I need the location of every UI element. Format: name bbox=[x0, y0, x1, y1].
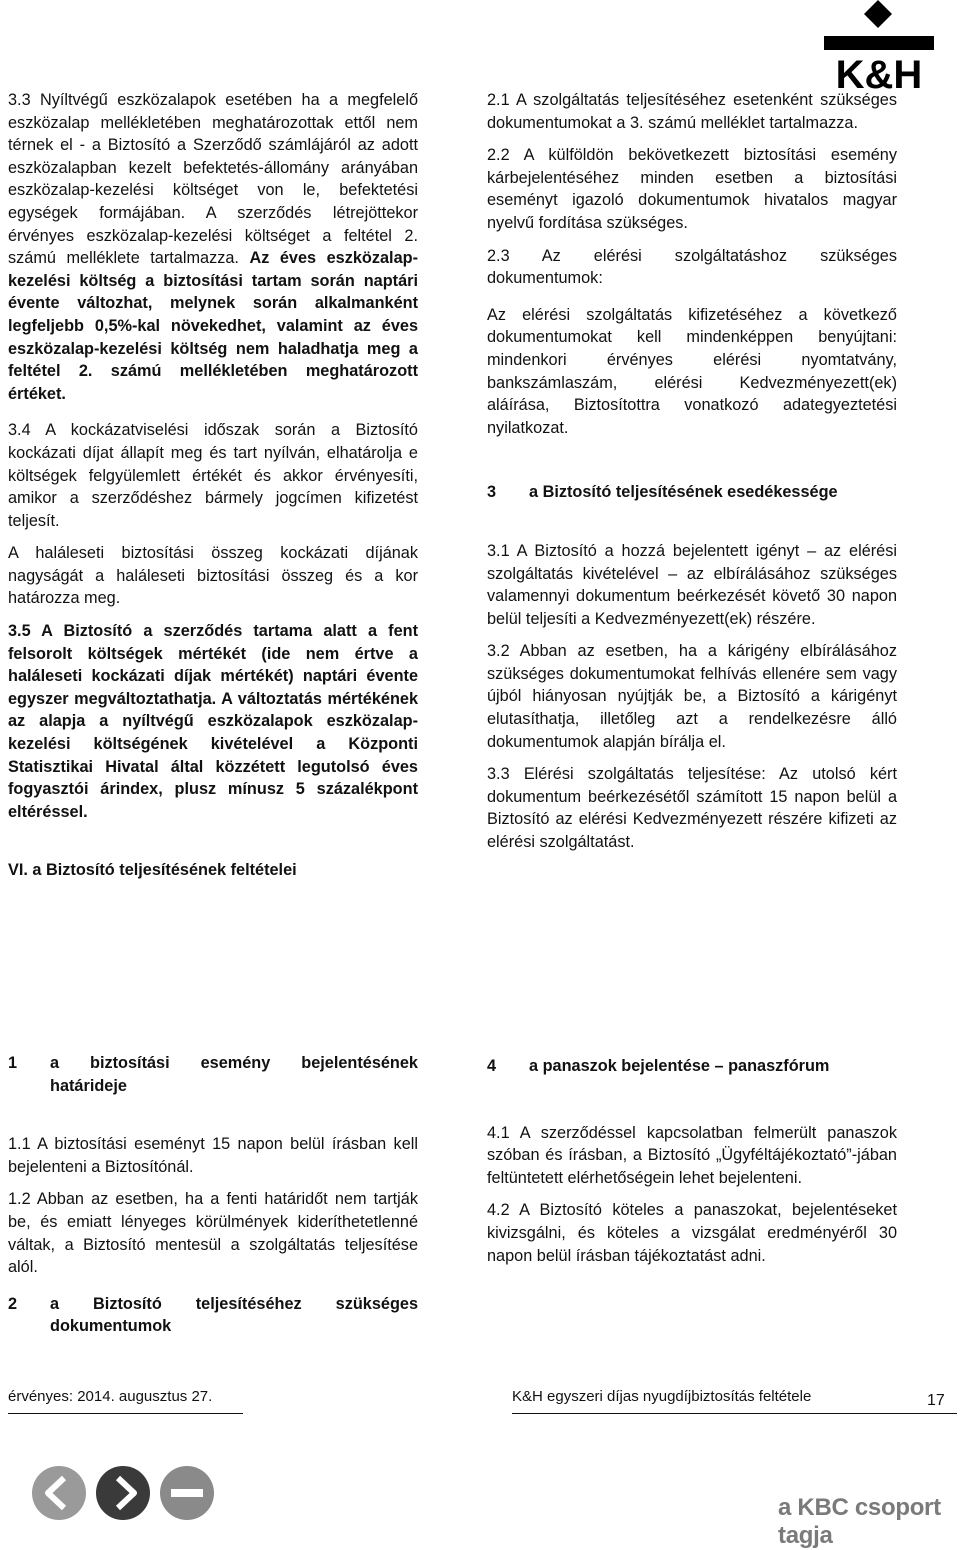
paragraph-3-2: 3.2 Abban az esetben, ha a kárigény elbírálásához szükséges dokumentumokat felhívás ellenére sem vagy újból hiányosan nyújtják be, a Biztosító a kárigényt elutasíthatja, illetőleg azt a rendelkezésre álló dokumentumok alapján bírálja el. bbox=[487, 642, 897, 751]
heading-2-number: 2 bbox=[8, 1294, 18, 1313]
section-heading-vi: VI. a Biztosító teljesítésének feltételei bbox=[8, 861, 297, 880]
back-arrow-icon bbox=[30, 1464, 88, 1522]
stop-button[interactable] bbox=[158, 1464, 216, 1522]
paragraph-1-2: 1.2 Abban az esetben, ha a fenti határidőt nem tartják be, és emiatt lényeges körülmények kideríthetetlenné váltak, a Biztosító mentesül a szolgáltatás teljesítése alól. bbox=[8, 1190, 418, 1277]
footer-date: érvényes: 2014. augusztus 27. bbox=[8, 1388, 213, 1405]
heading-2-text: a Biztosító teljesítéséhez szükséges dokumentumok bbox=[50, 1294, 418, 1336]
paragraph-2-3: 2.3 Az elérési szolgáltatáshoz szükséges dokumentumok: bbox=[487, 246, 897, 288]
right-column-bottom bbox=[487, 1055, 897, 1267]
forward-arrow-icon bbox=[94, 1464, 152, 1522]
back-button[interactable] bbox=[30, 1464, 88, 1522]
paragraph-3-4: 3.4 A kockázatviselési időszak során a Biztosító kockázati díjat állapít meg és tart nyílván, elhatárolja e költségek felgyülemlett értékét és akkor érvényesíti, amikor a szerződéshez bármely jogcímen kifizetést teljesít. bbox=[8, 421, 418, 530]
paragraph-1-1: 1.1 A biztosítási eseményt 15 napon belül írásban kell bejelenteni a Biztosítónál. bbox=[8, 1135, 418, 1176]
paragraph-3-3-right: 3.3 Elérési szolgáltatás teljesítése: Az utolsó kért dokumentum beérkezésétől számított 15 napon belül a Biztosító az elérési Kedvezményezett részére kifizeti az elérési szolgáltatást. bbox=[487, 765, 897, 852]
footer-page-number: 17 bbox=[927, 1392, 945, 1409]
paragraph-3-3 bbox=[8, 89, 418, 405]
paragraph-4-1: 4.1 A szerződéssel kapcsolatban felmerült panaszok szóban és írásban, a Biztosító „Ügyféltájékoztató”-jában feltüntetett elérhetőségein lehet bejelenteni. bbox=[487, 1123, 897, 1187]
heading-4-text: a panaszok bejelentése – panaszfórum bbox=[529, 1057, 830, 1075]
left-column-top bbox=[8, 89, 418, 882]
heading-1-number: 1 bbox=[8, 1054, 18, 1072]
kh-logo-mark bbox=[820, 0, 938, 92]
paragraph-3-5: 3.5 A Biztosító a szerződés tartama alatt a fent felsorolt költségek mértékét (ide nem értve a haláleseti kockázati díjak mértékét) naptári évente egyszer megváltoztathatja. A változtatás mértékének az alapja a nyíltvégű eszközalapok eszközalap-kezelési költségének kivételével a Központi Statisztikai Hivatal által közzétett legutolsó éves fogyasztói árindex, plusz mínusz 5 százalékpont eltéréssel. bbox=[8, 622, 418, 821]
no-entry-icon bbox=[158, 1464, 216, 1522]
left-column-bottom bbox=[8, 1052, 418, 1338]
paragraph-3-3-bold: Az éves eszközalap-kezelési költség a biztosítási tartam során naptári évente változhat, melynek során alkalmanként legfeljebb 0,5%-kal növekedhet, valamint az éves eszközalap-kezelési költség nem haladhatja meg a feltétel 2. számú mellékletében meghatározott értéket. bbox=[8, 249, 418, 403]
kbc-group-text: a KBC csoport tagja bbox=[778, 1494, 941, 1549]
right-column-top bbox=[487, 89, 897, 854]
paragraph-3-3-text: 3.3 Nyíltvégű eszközalapok esetében ha a megfelelő eszközalap mellékletében meghatározottak ettől nem térnek el - a Biztosító a Szerződő számlájáról az adott eszközalapban kezelt befektetés-állomány arányában eszközalap-kezelési költséget von le, befektetési egységek formájában. A szerződés létrejöttekor érvényes eszközalap-kezelési költséget a feltétel 2. számú melléklete tartalmazza. bbox=[8, 91, 418, 268]
paragraph-3-1: 3.1 A Biztosító a hozzá bejelentett igényt – az elérési szolgáltatás kivételével – az elbírálásához szükséges valamennyi dokumentum beérkezését követő 30 napon belül teljesíti a Kedvezményezett(ek) részére. bbox=[487, 541, 897, 628]
footer-rule-left bbox=[8, 1413, 243, 1414]
heading-2 bbox=[8, 1293, 418, 1338]
heading-4-number: 4 bbox=[487, 1057, 497, 1075]
paragraph-3-4b: A haláleseti biztosítási összeg kockázati díjának nagyságát a haláleseti biztosítási összeg és a kor határozza meg. bbox=[8, 544, 418, 608]
paragraph-2-2: 2.2 A külföldön bekövetkezett biztosítási esemény kárbejelentéséhez minden esetben a biztosítási eseményt igazoló dokumentumok hivatalos magyar nyelvű fordítása szükséges. bbox=[487, 146, 897, 232]
heading-3 bbox=[487, 481, 897, 504]
footer-title: K&H egyszeri díjas nyugdíjbiztosítás feltétele bbox=[512, 1388, 812, 1405]
paragraph-4-2: 4.2 A Biztosító köteles a panaszokat, bejelentéseket kivizsgálni, és köteles a vizsgálat eredményéről 30 napon belül írásban tájékoztatást adni. bbox=[487, 1201, 897, 1265]
heading-3-number: 3 bbox=[487, 483, 497, 502]
footer-rule-right bbox=[512, 1413, 957, 1414]
heading-4 bbox=[487, 1055, 897, 1078]
paragraph-2-3b: Az elérési szolgáltatás kifizetéséhez a következő dokumentumokat kell mindenképpen benyújtani: mindenkori érvényes elérési nyomtatvány, bankszámlaszám, elérési Kedvezményezett(ek) aláírása, Biztosítottra vonatkozó adategyeztetési nyilatkozat. bbox=[487, 305, 897, 437]
heading-1 bbox=[8, 1052, 418, 1097]
logo-text: K&H bbox=[835, 53, 923, 92]
kh-logo bbox=[820, 0, 938, 92]
heading-1-text: a biztosítási esemény bejelentésének határideje bbox=[50, 1054, 418, 1095]
heading-3-text: a Biztosító teljesítésének esedékessége bbox=[529, 483, 838, 502]
paragraph-2-1: 2.1 A szolgáltatás teljesítéséhez esetenként szükséges dokumentumokat a 3. számú melléklet tartalmazza. bbox=[487, 91, 897, 132]
forward-button[interactable] bbox=[94, 1464, 152, 1522]
page-navigation bbox=[30, 1464, 216, 1522]
